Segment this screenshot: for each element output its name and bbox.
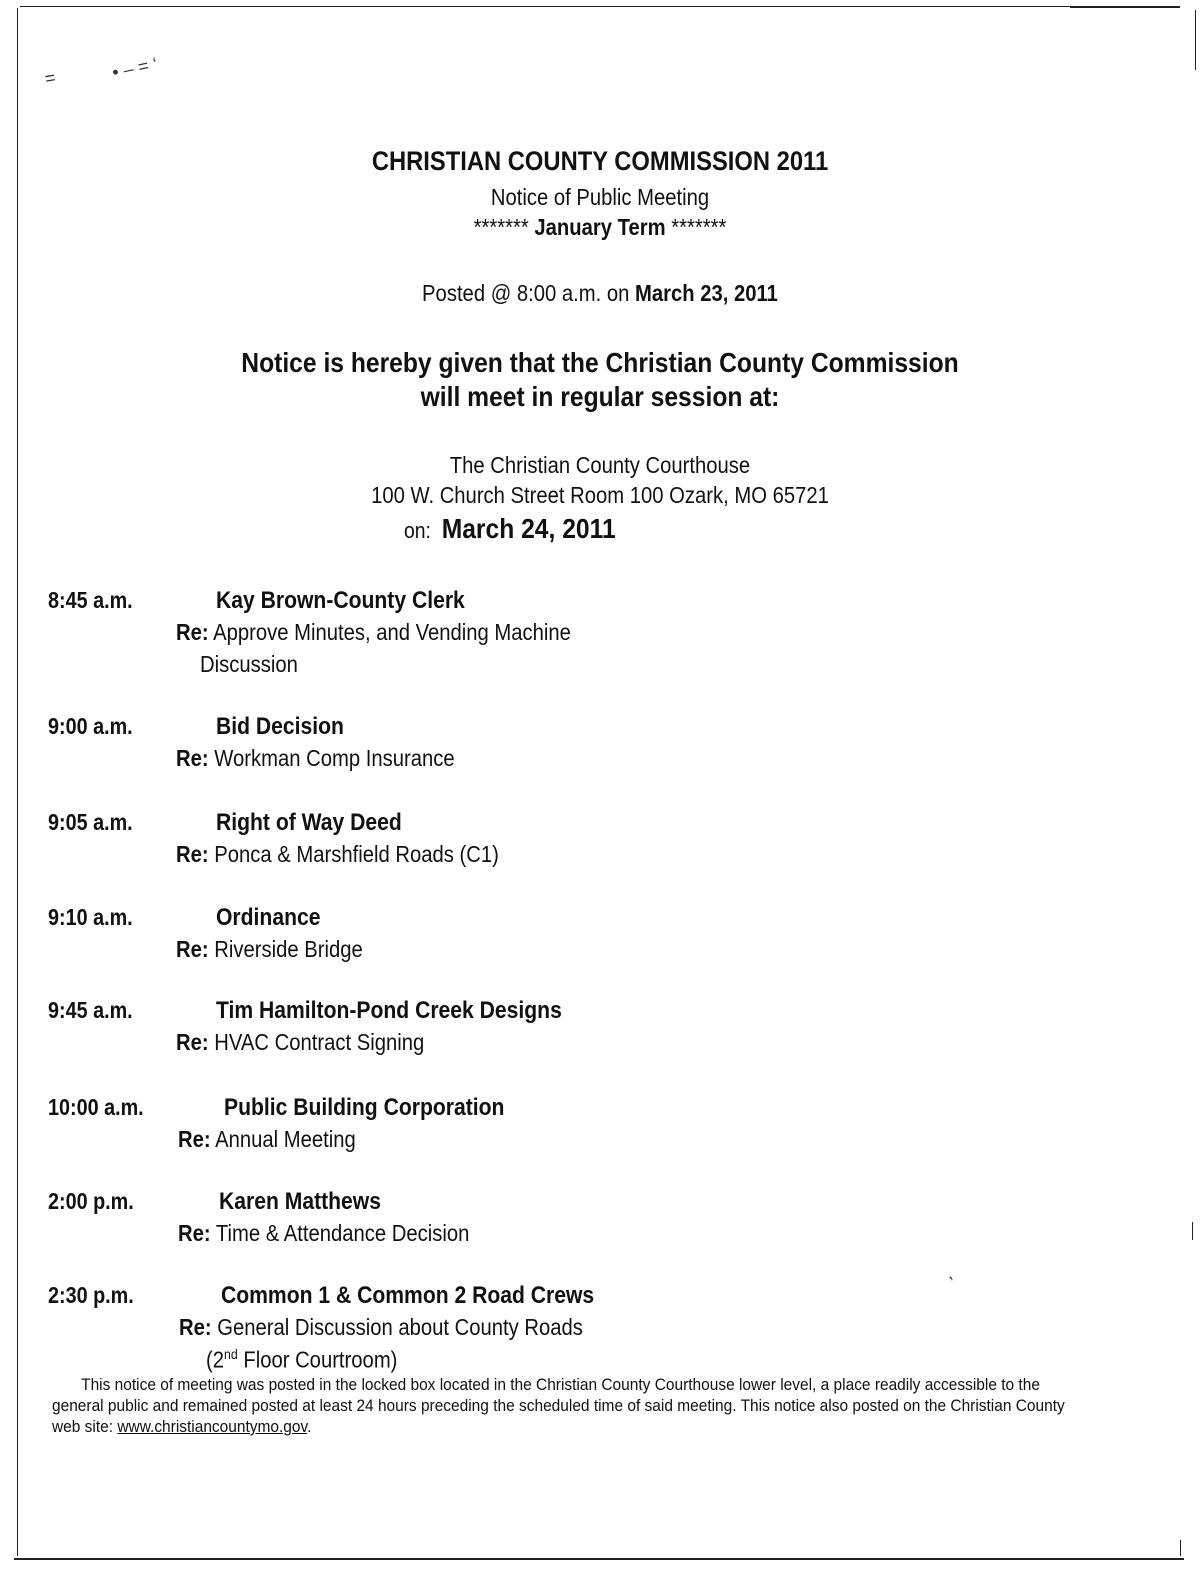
agenda-re [179, 1314, 583, 1341]
agenda-item [0, 1188, 1200, 1278]
scan-speck: ’ [946, 1272, 962, 1292]
agenda-item [0, 1094, 1200, 1184]
posted-line [72, 280, 1128, 307]
agenda-title: Ordinance [216, 904, 321, 931]
location-name: The Christian County Courthouse [449, 452, 751, 478]
floor-ordinal: nd [223, 1346, 238, 1362]
county-website-link[interactable]: www.christiancountymo.gov [117, 1417, 308, 1436]
scan-bottom-edge [14, 1558, 1184, 1560]
scan-right-mark [1195, 10, 1196, 70]
agenda-re [178, 1126, 356, 1153]
agenda-re-text: General Discussion about County Roads [217, 1314, 583, 1340]
agenda-title: Kay Brown-County Clerk [216, 587, 465, 614]
agenda-item [0, 713, 1200, 803]
term-stars-left: ******* [473, 214, 529, 240]
agenda-title: Common 1 & Common 2 Road Crews [221, 1282, 595, 1309]
agenda-time: 9:05 a.m. [48, 809, 133, 835]
agenda-time: 8:45 a.m. [48, 587, 133, 613]
agenda-title: Karen Matthews [219, 1188, 381, 1215]
scan-speck: • – = ‘ [110, 53, 160, 83]
agenda-re-text: Riverside Bridge [214, 936, 363, 962]
re-label: Re: [179, 1314, 212, 1340]
agenda-title: Tim Hamilton-Pond Creek Designs [216, 997, 562, 1024]
term-line [72, 214, 1128, 241]
agenda-time: 10:00 a.m. [48, 1094, 144, 1120]
agenda-re [176, 936, 363, 963]
scan-speck: = [43, 67, 58, 89]
agenda-time: 9:45 a.m. [48, 997, 133, 1023]
agenda-item [0, 904, 1200, 994]
intro-line-2: will meet in regular session at: [420, 381, 780, 412]
re-label: Re: [176, 745, 209, 771]
agenda-item [0, 587, 1200, 677]
re-label: Re: [176, 1029, 209, 1055]
agenda-item [0, 1282, 1200, 1372]
re-label: Re: [176, 841, 209, 867]
agenda-re [176, 619, 571, 646]
commission-title: CHRISTIAN COUNTY COMMISSION 2011 [371, 146, 829, 176]
agenda-title: Right of Way Deed [216, 809, 402, 836]
agenda-re-continued: Discussion [200, 651, 298, 677]
agenda-re [176, 841, 499, 868]
agenda-time: 9:00 a.m. [48, 713, 133, 739]
agenda-re-continued [206, 1346, 397, 1374]
floor-prefix: (2 [206, 1346, 224, 1373]
posting-notice [52, 1374, 1071, 1437]
agenda-time: 9:10 a.m. [48, 904, 133, 930]
floor-suffix: Floor Courtroom) [237, 1346, 398, 1373]
intro-statement [72, 346, 1128, 414]
agenda-time: 2:00 p.m. [48, 1188, 134, 1214]
re-label: Re: [178, 1220, 211, 1246]
link-suffix: . [307, 1417, 312, 1436]
notice-subtitle: Notice of Public Meeting [490, 184, 710, 210]
agenda-re [176, 745, 455, 772]
agenda-title: Public Building Corporation [224, 1094, 505, 1121]
location-address: 100 W. Church Street Room 100 Ozark, MO 65721 [371, 482, 829, 508]
posting-notice-text: This notice of meeting was posted in the locked box located in the Christian County Courthouse lower level, a place readily accessible to the general public and remained posted at least 24 hours preceding the scheduled time of said meeting. This notice also posted on the Christian County web site: [52, 1375, 1065, 1436]
meeting-date: March 24, 2011 [441, 513, 616, 544]
posted-prefix: Posted @ 8:00 a.m. on [422, 280, 630, 306]
posted-date: March 23, 2011 [635, 280, 778, 306]
agenda-re-text: Time & Attendance Decision [215, 1220, 470, 1246]
agenda-re-text: Approve Minutes, and Vending Machine [213, 619, 571, 645]
on-label: on: [404, 518, 431, 543]
re-label: Re: [176, 936, 209, 962]
meeting-date-line [404, 513, 616, 545]
term-name: January Term [534, 214, 666, 240]
re-label: Re: [176, 619, 209, 645]
scan-top-edge [20, 6, 1080, 7]
agenda-item [0, 997, 1200, 1087]
agenda-re-text: Workman Comp Insurance [214, 745, 455, 771]
agenda-re [178, 1220, 469, 1247]
agenda-re-text: Annual Meeting [215, 1126, 356, 1152]
agenda-re-text: Ponca & Marshfield Roads (C1) [214, 841, 499, 867]
term-stars-right: ******* [671, 214, 727, 240]
scan-right-mark [1180, 1540, 1181, 1556]
intro-line-1: Notice is hereby given that the Christian County Commission [241, 347, 959, 378]
agenda-re-text: HVAC Contract Signing [214, 1029, 425, 1055]
re-label: Re: [178, 1126, 211, 1152]
agenda-title: Bid Decision [216, 713, 344, 740]
scan-top-right-mark [1070, 6, 1180, 8]
agenda-time: 2:30 p.m. [48, 1282, 134, 1308]
agenda-re [176, 1029, 424, 1056]
agenda-item [0, 809, 1200, 899]
